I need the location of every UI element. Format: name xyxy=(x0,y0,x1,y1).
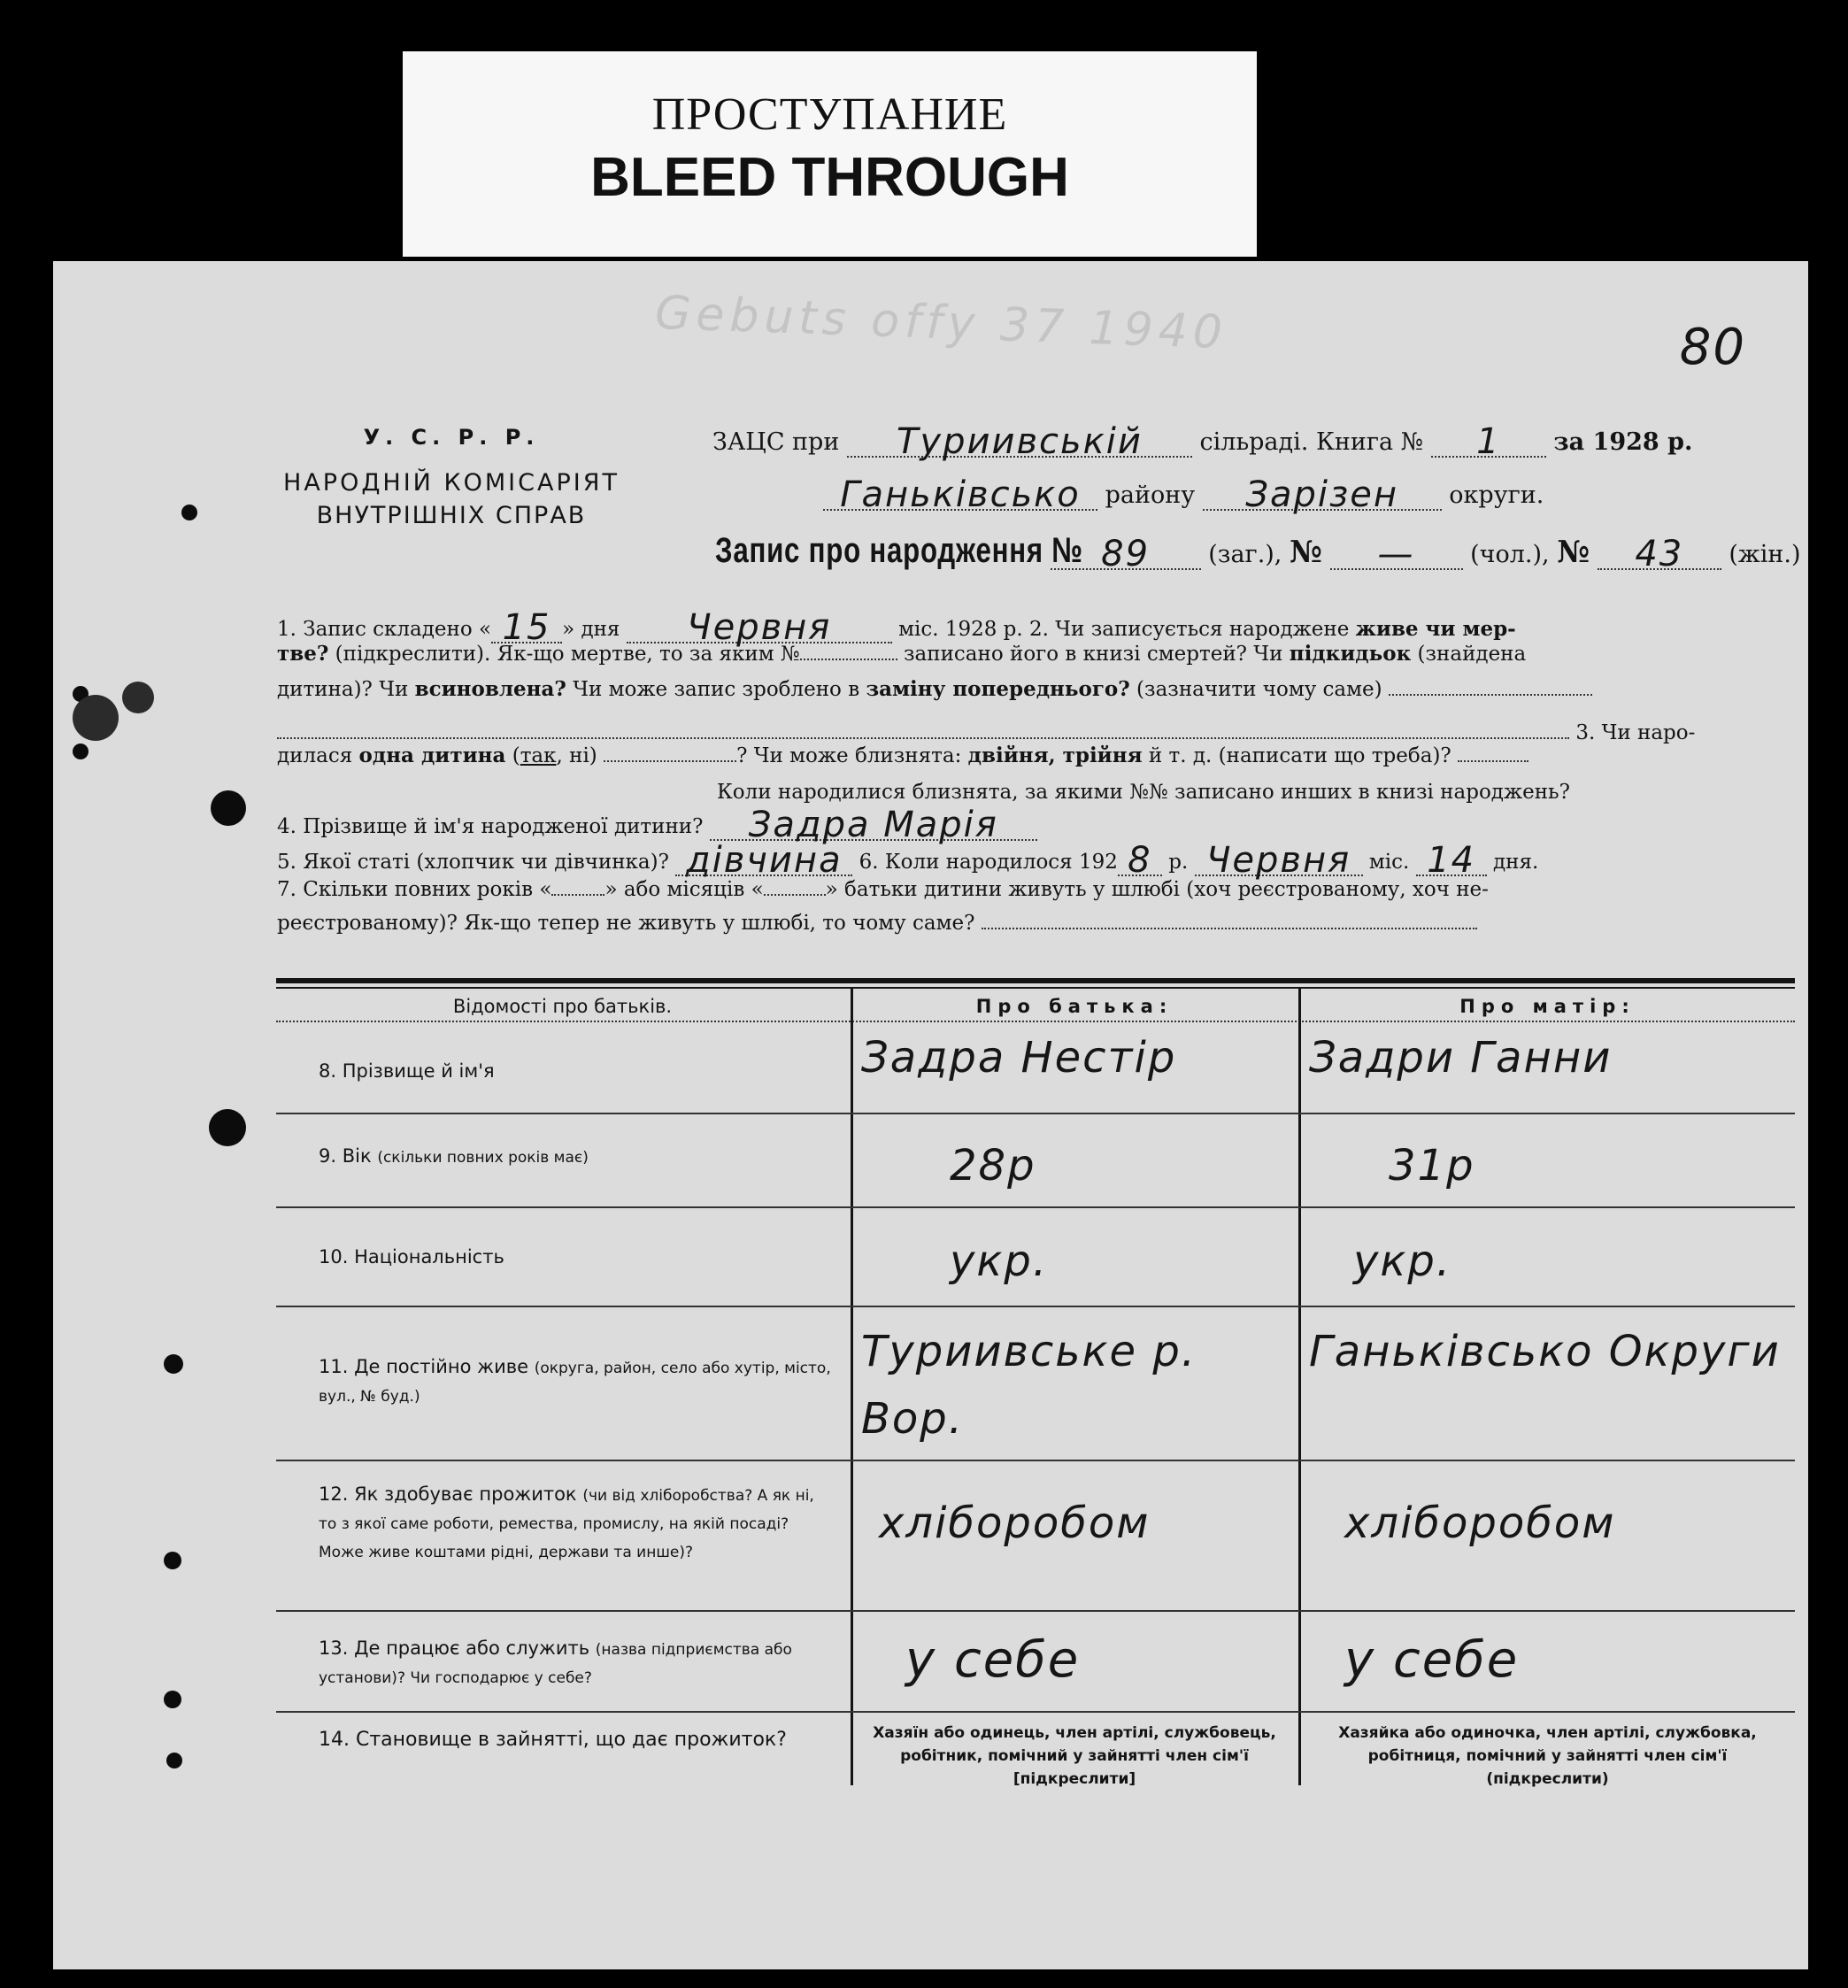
mother-status-options: Хазяйка або одиночка, член артілі, службовка, робітниця, помічний у зайнятті член сім'ї (підкреслити) xyxy=(1338,1724,1757,1788)
q3-line-3: Коли народилися близнята, за якими №№ записано инших в книзі народжень? xyxy=(717,781,1570,804)
table-row: 14. Становище в зайнятті, що дає прожиток? Хазяїн або одинець, член артілі, службовець, робітник, помічний у зайнятті член сім'ї [підкреслити] Хазяйка або одиночка, член артілі, службовка, робітниця, помічний у зайнятті член сім'ї (підкреслити) xyxy=(276,1714,1795,1785)
record-title-line: Запис про народження № 89 (заг.), № — (чол.), № 43 (жін.) xyxy=(715,531,1801,574)
punch-hole xyxy=(164,1354,183,1374)
mother-age: 31р xyxy=(1389,1141,1475,1190)
punch-hole xyxy=(164,1691,181,1708)
table-top-rule-thin xyxy=(276,987,1795,989)
q1-line-2: тве? (підкреслити). Як-що мертве, то за яким № записано його в книзі смертей? Чи підкидьок (знайдена xyxy=(277,642,1527,666)
father-status-options: Хазяїн або одинець, член артілі, службовець, робітник, помічний у зайнятті член сім'ї [підкреслити] xyxy=(873,1724,1276,1788)
district-field: Ганьківсько xyxy=(823,474,1097,511)
punch-hole xyxy=(73,744,89,759)
father-occupation: хліборобом xyxy=(879,1499,1151,1548)
okrug-field: Зарізен xyxy=(1203,474,1442,511)
punch-hole xyxy=(122,682,154,713)
table-row: 9. Вік (скільки повних років має) 28р 31р xyxy=(276,1116,1795,1208)
q4-line: 4. Прізвище й ім'я народженої дитини? Задра Марія xyxy=(277,804,1037,841)
punch-hole xyxy=(181,505,197,520)
q7-line-1: 7. Скільки повних років « » або місяців « » батьки дитини живуть у шлюбі (хоч реєстрованому, хоч не- xyxy=(277,878,1489,901)
birth-record-form xyxy=(53,261,1808,1969)
village-field: Туриивській xyxy=(847,420,1192,458)
table-row: 12. Як здобуває прожиток (чи від хліборобства? А як ні, то з якої саме роботи, ремества, промислу, на якій посаді? Може живе коштами рідні, держави та инше)? хліборобом хліборобом xyxy=(276,1463,1795,1612)
father-residence: Туриивське р. Вор. xyxy=(861,1327,1197,1444)
ministry-header xyxy=(266,425,637,529)
father-name: Задра Нестір xyxy=(861,1033,1177,1083)
zags-line: ЗАЦС при Туриивській сільраді. Книга № 1 за 1928 р. xyxy=(712,421,1693,462)
birth-month-field: Червня xyxy=(1195,839,1363,876)
child-name-field: Задра Марія xyxy=(710,804,1037,841)
punch-hole xyxy=(164,1552,181,1569)
father-workplace: у себе xyxy=(905,1631,1081,1689)
commissariat-label: НАРОДНІЙ КОМІСАРІЯТ xyxy=(283,469,620,497)
table-row: 10. Національність укр. укр. xyxy=(276,1210,1795,1307)
internal-affairs-label: ВНУТРІШНІХ СПРАВ xyxy=(316,502,587,529)
total-number-field: 89 xyxy=(1051,533,1201,570)
table-top-rule xyxy=(276,978,1795,983)
child-sex-field: дівчина xyxy=(675,839,852,876)
table-row: 11. Де постійно живе (округа, район, село або хутір, місто, вул., № буд.) Туриивське р. Вор. Ганьківсько Округи xyxy=(276,1309,1795,1461)
mother-name: Задри Ганни xyxy=(1309,1033,1613,1083)
q3-line: 3. Чи наро- xyxy=(277,721,1695,744)
punch-hole xyxy=(209,1109,246,1146)
mother-occupation: хліборобом xyxy=(1344,1499,1616,1548)
table-row: 13. Де працює або служить (назва підприємства або установи)? Чи господарює у себе? у себе у себе xyxy=(276,1614,1795,1713)
page-number: 80 xyxy=(1679,319,1746,376)
table-row: 8. Прізвище й ім'я Задра Нестір Задри Ганни xyxy=(276,1024,1795,1114)
faint-pencil-note: Gebuts offy 37 1940 xyxy=(654,286,1228,360)
notice-russian: ПРОСТУПАНИЕ xyxy=(651,89,1008,140)
q7-line-2: реєстрованому)? Як-що тепер не живуть у шлюбі, то чому саме? xyxy=(277,912,1477,935)
q3-line-2: дилася одна дитина (так, ні) ? Чи може близнята: двійня, трійня й т. д. (написати що треба)? xyxy=(277,744,1528,767)
punch-hole xyxy=(166,1753,182,1768)
birth-day-field: 14 xyxy=(1416,839,1487,876)
ussr-label: У. С. Р. Р. xyxy=(363,425,540,450)
bleed-through-notice-card xyxy=(403,51,1257,257)
punch-hole xyxy=(211,790,246,826)
table-header-row: Відомості про батьків. Про батька: Про матір: xyxy=(276,990,1795,1022)
stain xyxy=(73,695,119,741)
district-line: Ганьківсько району Зарізен округи. xyxy=(823,474,1544,511)
female-number-field: 43 xyxy=(1598,533,1721,570)
mother-residence: Ганьківсько Округи xyxy=(1309,1327,1781,1376)
notice-english: BLEED THROUGH xyxy=(590,147,1069,208)
father-age: 28р xyxy=(950,1141,1036,1190)
q1-line-1: 1. Запис складено « 15 » дня Червня міс. 1928 р. 2. Чи записується народжене живе чи мер- xyxy=(277,607,1516,648)
book-field: 1 xyxy=(1431,420,1546,458)
mother-workplace: у себе xyxy=(1344,1631,1520,1689)
q5-line: 5. Якої статі (хлопчик чи дівчинка)? дівчина 6. Коли народилося 192 8 р. Червня міс. 14 дня. xyxy=(277,840,1539,881)
male-number-field: — xyxy=(1330,533,1463,570)
mother-nationality: укр. xyxy=(1353,1237,1452,1286)
q1-line-3: дитина)? Чи всиновлена? Чи може запис зроблено в заміну попереднього? (зазначити чому саме) xyxy=(277,677,1592,701)
father-nationality: укр. xyxy=(950,1237,1049,1286)
